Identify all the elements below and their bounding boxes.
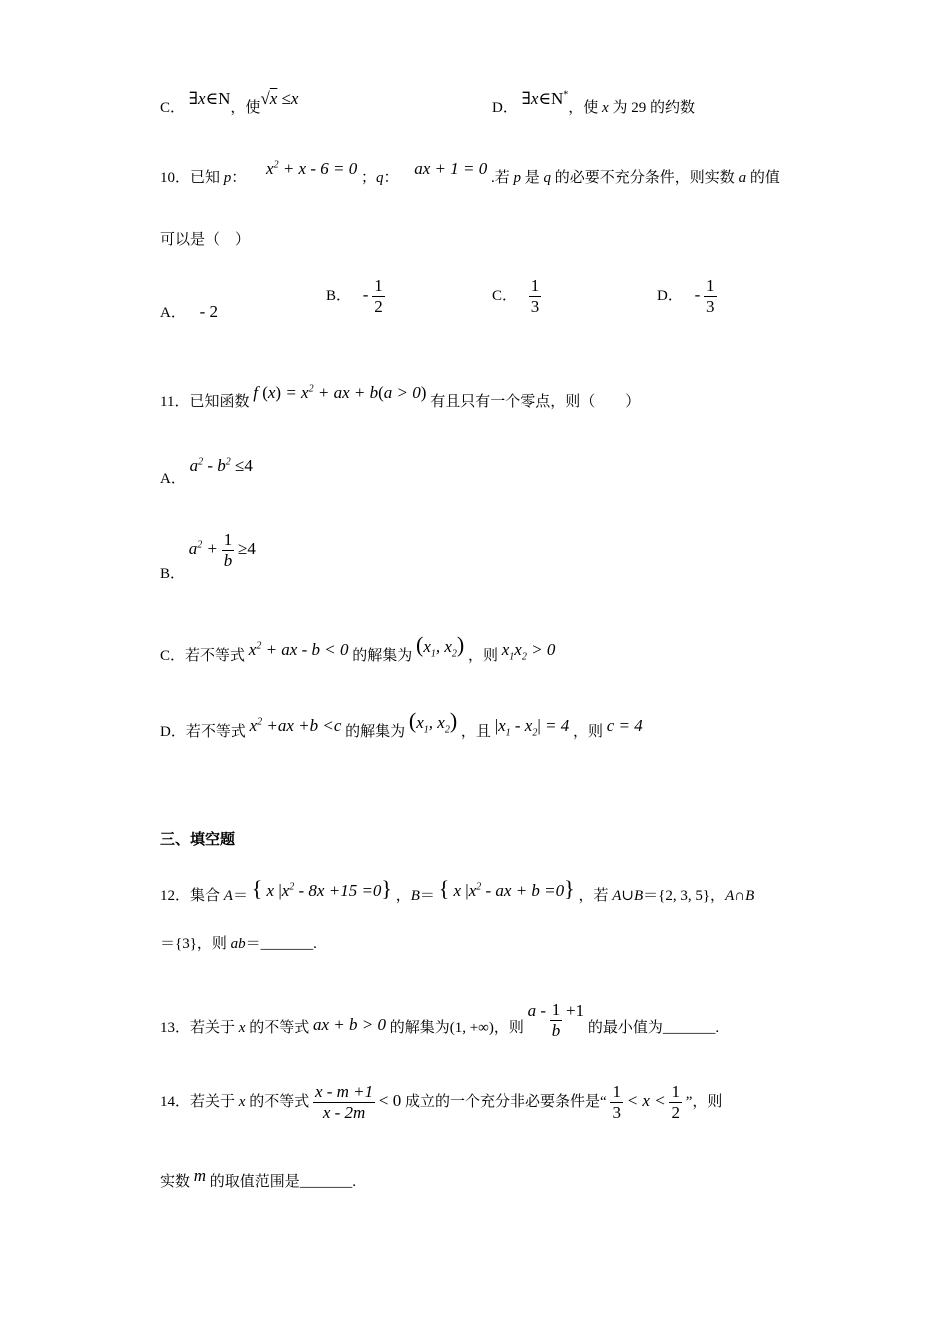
q11-option-c: C．若不等式 $x^2$ + ax - b < 0 的解集为 ($x_1$, $x_2$) ，则 $x_1x_2 > 0$ bbox=[160, 632, 556, 664]
q12-line1: 12．集合 A＝ { x $|x^2 - 8x +15 =0$} ，B＝ { x $|x^2$ - ax + b =0} ，若 A∪B＝{2, 3, 5}，A∩B bbox=[160, 876, 755, 904]
q9-option-c: C． ∃x∈N，使√x ≤x bbox=[160, 89, 299, 116]
q11-option-b: B． $a^2$ + $\frac{1}{b}$ ≥4 bbox=[160, 530, 256, 582]
q11-stem: 11．已知函数 f $(x) = x^2$ + ax + b(a > 0) 有且只有一个零点，则（ ） bbox=[160, 383, 641, 410]
q13-line: 13．若关于 x 的不等式 ax + b > 0 的解集为(1, +∞)，则 a - $\frac{1}{b}$ +1 的最小值为_______. bbox=[160, 1000, 720, 1040]
q14-line2: 实数 m 的取值范围是_______. bbox=[160, 1166, 357, 1190]
q12-line2: ＝{3}，则 ab＝_______. bbox=[160, 936, 317, 952]
q14-line1: 14．若关于 x 的不等式 $\frac{x - m +1}{x - 2m}$ < 0 成立的一个充分非必要条件是“ $\frac{1}{3}$ < x < $\frac{1}{2}$ ”，则 bbox=[160, 1082, 723, 1122]
q9-option-d-math: ∃x∈N* bbox=[521, 89, 569, 108]
q11-option-a: A． $a^2 - b^2 \le 4$ bbox=[160, 456, 253, 487]
q10-option-a: A． - 2 bbox=[160, 302, 219, 321]
q10-option-c: C． $\frac{1}{3}$ bbox=[492, 276, 540, 316]
q9-option-d: D． ∃x∈N*，使 x 为 29 的约数 bbox=[492, 89, 695, 116]
q9-option-c-math: ∃x∈N bbox=[188, 89, 231, 108]
q11-option-d: D．若不等式 $x^2 +ax +b <c$ 的解集为 ($x_1$, $x_2$) ，且 $|x_1 - x_2| = 4$ ，则 c = 4 bbox=[160, 708, 643, 740]
section-title: 三、填空题 bbox=[160, 830, 236, 848]
q10-option-d: D． - $\frac{1}{3}$ bbox=[657, 276, 715, 316]
q10-stem-line2: 可以是（ ） bbox=[160, 232, 251, 248]
q9-option-c-label: C． bbox=[160, 100, 186, 116]
q10-stem: 10．已知 p： $x^2 + x - 6 = 0$ ；q： ax + 1 = 0 .若 p 是 q 的必要不充分条件，则实数 a 的值 bbox=[160, 159, 780, 186]
q9-option-d-label: D． bbox=[492, 100, 518, 116]
q10-option-b: B． - $\frac{1}{2}$ bbox=[326, 276, 383, 316]
